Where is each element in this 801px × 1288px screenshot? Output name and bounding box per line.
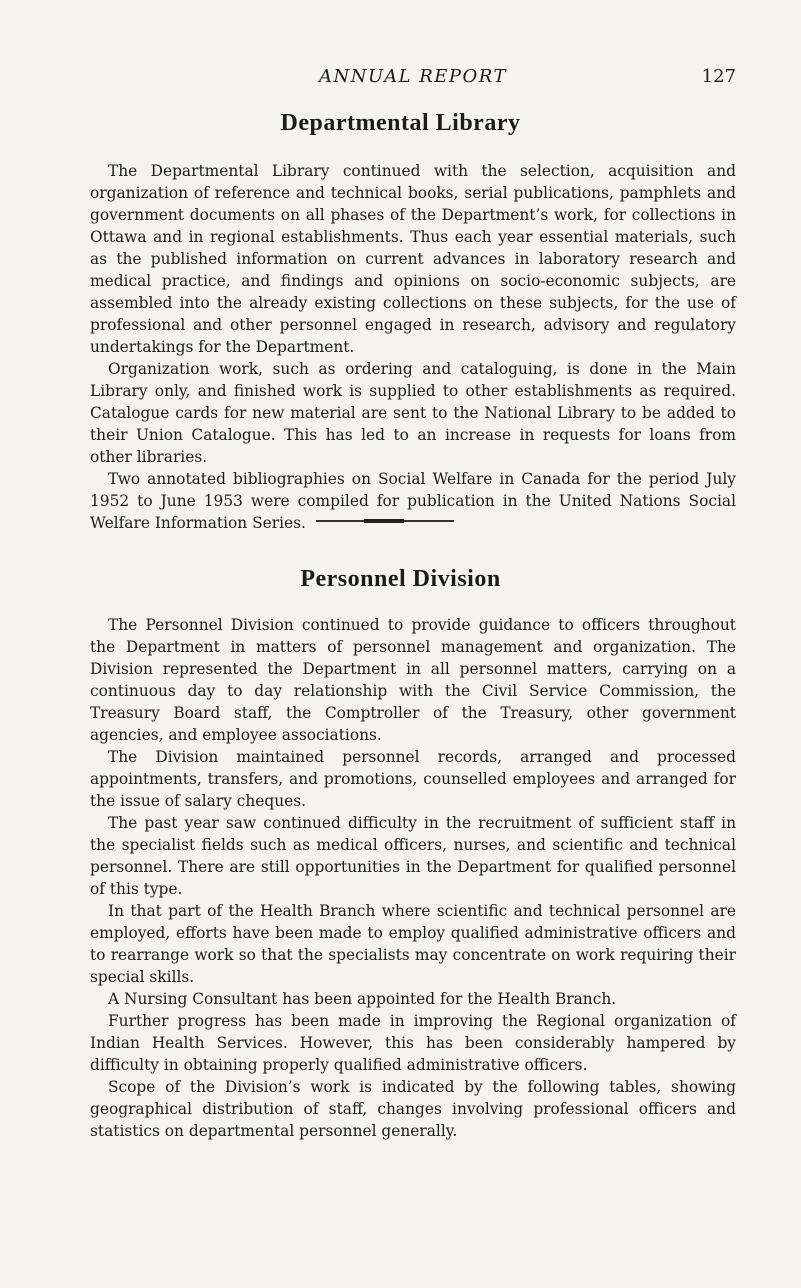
section-title-personnel: Personnel Division	[300, 566, 501, 592]
personnel-body	[90, 614, 736, 1142]
section-title-library: Departmental Library	[280, 110, 521, 136]
library-paragraph: The Departmental Library continued with the selection, acquisition and organization of reference and technical books, serial publications, pamphlets and government documents on all phases of the Department’s work, for collections in Ottawa and in regional establishments. Thus each year essential materials, such as the published information on current advances in laboratory research and medical practice, and findings and opinions on socio-economic subjects, are assembled into the already existing collections on these subjects, for the use of professional and other personnel engaged in research, advisory and regulatory undertakings for the Department.	[90, 162, 736, 356]
personnel-paragraph: In that part of the Health Branch where scientific and technical personnel are employed, efforts have been made to employ qualified administrative officers and to rearrange work so that the specialists may concentrate on work requiring their special skills.	[90, 902, 736, 986]
personnel-paragraph: The Personnel Division continued to provide guidance to officers throughout the Department in matters of personnel management and organization. The Division represented the Department in all personnel matters, carrying on a continuous day to day relationship with the Civil Service Commission, the Treasury Board staff, the Comptroller of the Treasury, other government agencies, and employee associations.	[90, 616, 736, 744]
page-number: 127	[701, 66, 736, 87]
personnel-paragraph: The past year saw continued difficulty in the recruitment of sufficient staff in the specialist fields such as medical officers, nurses, and scientific and technical personnel. There are still opportunities in the Department for qualified personnel of this type.	[90, 814, 736, 898]
personnel-paragraph: Scope of the Division’s work is indicated by the following tables, showing geographical distribution of staff, changes involving professional officers and statistics on departmental personnel generally.	[90, 1078, 736, 1140]
running-title: ANNUAL REPORT	[318, 66, 508, 87]
personnel-paragraph: A Nursing Consultant has been appointed for the Health Branch.	[108, 990, 617, 1008]
page-header	[90, 66, 736, 92]
library-paragraph: Two annotated bibliographies on Social Welfare in Canada for the period July 1952 to June 1953 were compiled for publication in the United Nations Social Welfare Information Series.	[90, 470, 736, 532]
personnel-paragraph: The Division maintained personnel records, arranged and processed appointments, transfers, and promotions, counselled employees and arranged for the issue of salary cheques.	[90, 748, 736, 810]
library-paragraph: Organization work, such as ordering and cataloguing, is done in the Main Library only, and finished work is supplied to other establishments as required. Catalogue cards for new material are sent to the National Library to be added to their Union Catalogue. This has led to an increase in requests for loans from other libraries.	[90, 360, 736, 466]
personnel-paragraph: Further progress has been made in improving the Regional organization of Indian Health Services. However, this has been considerably hampered by difficulty in obtaining properly qualified administrative officers.	[90, 1012, 736, 1074]
library-body	[90, 160, 736, 534]
section-divider	[316, 520, 454, 522]
